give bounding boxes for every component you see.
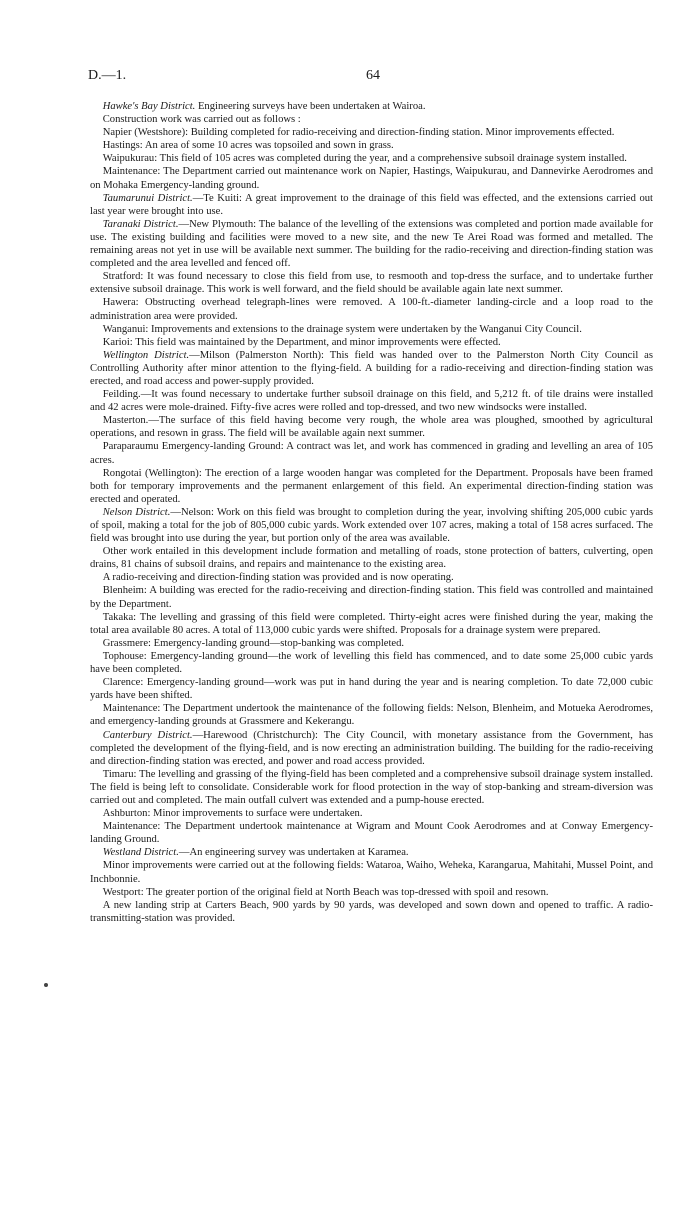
paragraph: [90, 886, 653, 899]
paragraph-text: A contract was let, and work has commenced in grading and levelling an area of 105 acres.: [90, 441, 653, 466]
district-heading: Hawke's Bay District.: [102, 101, 196, 112]
paragraph: [90, 349, 653, 388]
paragraph-text: Minor improvements to surface were undertaken.: [150, 808, 363, 820]
paragraph: [90, 571, 653, 584]
place-name: Tophouse:: [102, 650, 147, 662]
paragraph: [90, 729, 653, 768]
paragraph-text: Emergency-landing ground—the work of levelling this field has commenced, and to date some 25,000 cubic yards have been completed.: [90, 650, 653, 676]
paragraph: [90, 152, 653, 165]
paragraph: [90, 113, 653, 126]
paragraph: [90, 702, 653, 728]
place-name: Paraparaumu Emergency-landing Ground:: [102, 441, 284, 453]
place-name: Waipukurau:: [102, 153, 158, 165]
paragraph: [90, 820, 653, 846]
paragraph-text: The erection of a large wooden hangar was completed for the Department. Proposals have been framed both for temporary improvements and the permanent enlargement of this field. An experimental direction-finding station was erected and operated.: [90, 467, 653, 505]
paragraph: [90, 676, 653, 702]
district-heading: Wellington District.: [102, 349, 190, 361]
place-name: Stratford:: [102, 271, 144, 283]
place-name: Masterton.: [102, 415, 149, 427]
district-heading: Canterbury District.: [102, 729, 193, 741]
paragraph-text: This field was maintained by the Department, and minor improvements were effected.: [132, 336, 501, 348]
paragraph: [90, 388, 653, 414]
paragraph-text: —An engineering survey was undertaken at Karamea.: [178, 847, 409, 859]
paragraph-text: It was found necessary to close this field from use, to resmooth and top-dress the surface, and to undertake further extensive subsoil drainage. This work is well forward, and the field should be available again late next summer.: [90, 271, 653, 296]
place-name: Karioi:: [102, 336, 133, 348]
paragraph: [90, 192, 653, 218]
place-name: Clarence:: [102, 677, 144, 689]
paragraph: [90, 336, 653, 349]
paragraph-text: —The surface of this field having become very rough, the whole area was ploughed, smoothed by agricultural operations, and resown in grass. The field will be available again next summer.: [90, 415, 653, 440]
paragraph: [90, 126, 653, 139]
paragraph: [90, 807, 653, 820]
paragraph-text: A new landing strip at Carters Beach, 900 yards by 90 yards, was developed and sown down and opened to traffic. A radio-transmitting-station was provided.: [90, 899, 653, 924]
paragraph-text: Engineering surveys have been undertaken at Wairoa.: [195, 101, 426, 112]
paragraph-text: Emergency-landing ground—work was put in hand during the year and is nearing completion. To date 72,000 cubic yards have been shifted.: [90, 677, 653, 702]
paragraph: [90, 650, 653, 676]
paragraph: [90, 440, 653, 466]
margin-dot-mark: [44, 983, 48, 987]
paragraph-text: The Department undertook the maintenance of the following fields: Nelson, Blenheim, and Motueka Aerodromes, and emergency-landing grounds at Grassmere and Kekerangu.: [90, 703, 653, 728]
place-name: Napier (Westshore):: [102, 127, 189, 139]
place-name: Takaka:: [102, 611, 137, 623]
page-number: 64: [366, 68, 380, 83]
paragraph-text: The Department undertook maintenance at Wigram and Mount Cook Aerodromes and at Conway Emergency-landing Ground.: [90, 821, 653, 846]
paragraph-text: —New Plymouth: The balance of the levelling of the extensions was completed and portion made available for use. The existing building and facilities were moved to a new site, and the new Te Arei Road was formed and metalled. The remaining areas not yet in use will be available next summer. The building for the radio-receiving and direction-finding station was completed and the area levelled and fenced off.: [90, 218, 654, 270]
place-name: Grassmere:: [102, 637, 151, 649]
place-name: Timaru:: [102, 768, 137, 780]
place-name: Hastings:: [102, 140, 143, 152]
paragraph: [90, 637, 653, 650]
paragraph: [90, 584, 653, 610]
paragraph: [90, 139, 653, 152]
paragraph-text: The levelling and grassing of the flying-field has been completed and a comprehensive subsoil drainage system installed. The field is being left to consolidate. Considerable work for flood protection in the way of stop-banking and stream-diversion was carried out and completed. The main outfall culvert was extended and a pump-house erected.: [90, 768, 653, 806]
paragraph-text: Obstructing overhead telegraph-lines were removed. A 100-ft.-diameter landing-circle and a loop road to the administration area were provided.: [90, 297, 653, 322]
paragraph: [90, 218, 653, 270]
paragraph: [90, 414, 653, 440]
paragraph-text: Improvements and extensions to the drainage system were undertaken by the Wanganui City Council.: [148, 323, 582, 335]
paragraph: [90, 100, 653, 113]
paragraph: [90, 611, 653, 637]
paragraph: [90, 467, 653, 506]
place-name: Wanganui:: [102, 323, 149, 335]
paragraph: [90, 165, 653, 191]
paragraph-text: Emergency-landing ground—stop-banking was completed.: [150, 637, 405, 649]
place-name: Maintenance:: [102, 821, 161, 833]
paragraph: [90, 768, 653, 807]
page-header: [88, 68, 658, 88]
paragraph-text: Other work entailed in this development include formation and metalling of roads, stone protection of batters, culverting, open drains, 81 chains of subsoil drains, and repairs and maintenance to the existing area.: [90, 546, 653, 571]
paragraph-text: —Harewood (Christchurch): The City Council, with monetary assistance from the Government, has completed the development of the flying-field, and is now erecting an administration building. The building for the radio-receiving and direction-finding station was erected, and power and road access provided.: [90, 729, 654, 767]
place-name: Westport:: [102, 886, 144, 898]
place-name: Rongotai (Wellington):: [102, 467, 202, 479]
paragraph-text: Building completed for radio-receiving and direction-finding station. Minor improvements effected.: [188, 127, 615, 139]
paragraph-text: The greater portion of the original field at North Beach was top-dressed with spoil and resown.: [143, 886, 549, 898]
paragraph: [90, 506, 653, 545]
paragraph: [90, 545, 653, 571]
paragraph-text: The Department carried out maintenance work on Napier, Hastings, Waipukurau, and Dannevirke Aerodromes and on Mohaka Emergency-landing ground.: [90, 166, 653, 191]
paragraph: [90, 899, 653, 925]
paragraph-text: —Nelson: Work on this field was brought to completion during the year, involving shifting 205,000 cubic yards of spoil, making a total for the job of 805,000 cubic yards. Work extended over 107 acres, making a total of 158 acres surfaced. The field was brought into use during the year, but portion only of the area was available.: [90, 506, 653, 545]
paragraph-text: This field of 105 acres was completed during the year, and a comprehensive subsoil drainage system installed.: [157, 153, 627, 165]
district-heading: Taranaki District.: [102, 218, 179, 230]
district-heading: Taumarunui District.: [102, 192, 193, 204]
page-reference: D.—1.: [88, 68, 127, 83]
paragraph: [90, 323, 653, 336]
paragraph-text: —Milson (Palmerston North): This field was handed over to the Palmerston North City Council as Controlling Authority after minor attention to the flying-field. A building for a radio-receiving and direction-finding station was erected, and road access and power-supply provided.: [90, 349, 653, 387]
place-name: Blenheim:: [102, 585, 147, 597]
paragraph-text: Construction work was carried out as follows :: [102, 114, 301, 126]
place-name: Feilding.: [102, 389, 141, 401]
place-name: Maintenance:: [102, 166, 161, 178]
paragraph: [90, 296, 653, 322]
district-heading: Nelson District.: [102, 506, 171, 518]
place-name: Maintenance:: [102, 703, 161, 715]
paragraph-text: A radio-receiving and direction-finding station was provided and is now operating.: [102, 572, 454, 584]
paragraph-text: A building was erected for the radio-receiving and direction-finding station. This field was controlled and maintained by the Department.: [90, 585, 653, 610]
paragraph-text: An area of some 10 acres was topsoiled and sown in grass.: [142, 140, 394, 152]
place-name: Ashburton:: [102, 808, 151, 820]
district-heading: Westland District.: [102, 847, 179, 859]
paragraph: [90, 270, 653, 296]
paragraph: [90, 859, 653, 885]
paragraph-text: The levelling and grassing of this field were completed. Thirty-eight acres were finished during the year, making the total area available 80 acres. A total of 113,000 cubic yards were shifted. Proposals for a drainage system were prepared.: [90, 611, 653, 636]
place-name: Hawera:: [102, 297, 139, 309]
paragraph-text: Minor improvements were carried out at the following fields: Wataroa, Waiho, Weheka, Karangarua, Mahitahi, Mussel Point, and Inchbonnie.: [90, 860, 653, 885]
paragraph-text: —Te Kuiti: A great improvement to the drainage of this field was effected, and the extensions carried out last year were brought into use.: [90, 192, 653, 217]
paragraph: [90, 846, 653, 859]
paragraph-text: —It was found necessary to undertake further subsoil drainage on this field, and 5,212 ft. of tile drains were installed and 42 acres were mole-drained. Fifty-five acres were rolled and top-dressed, and two new windsocks were installed.: [90, 389, 653, 414]
document-body: [90, 100, 653, 925]
